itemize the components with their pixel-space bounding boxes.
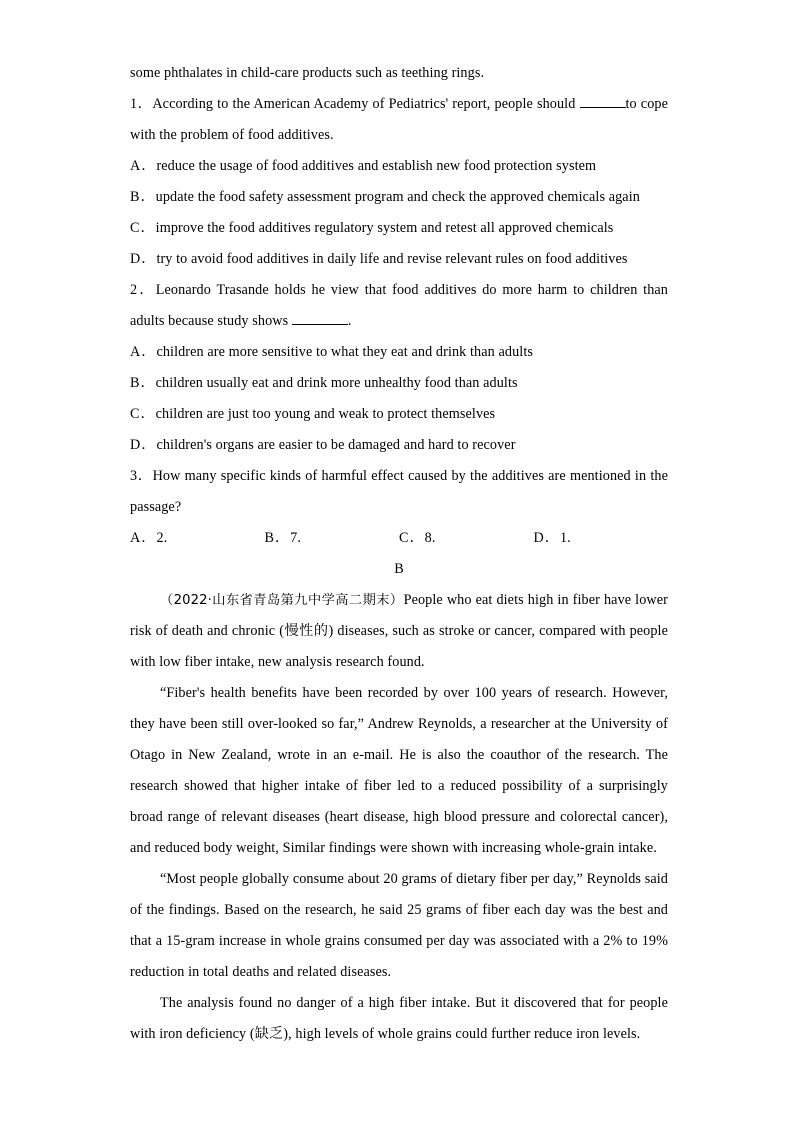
question-2-stem-before-blank: Leonardo Trasande holds he view that food additives do more harm to children than adults because study shows [130, 282, 668, 329]
question-1 [130, 89, 668, 151]
question-3-options-row [130, 523, 668, 554]
question-1-option-b-label: B． [130, 189, 156, 205]
question-2-option-d-label: D． [130, 437, 157, 453]
question-1-stem-after-blank: to cope with the problem of food additives. [130, 96, 668, 143]
question-2-number: 2． [130, 282, 156, 298]
question-2-option-b[interactable] [130, 368, 668, 399]
question-1-option-c-text: improve the food additives regulatory system and retest all approved chemicals [155, 220, 614, 236]
question-1-option-a-text: reduce the usage of food additives and establish new food protection system [156, 158, 597, 174]
question-3-option-c[interactable] [399, 523, 534, 554]
question-2-option-c-label: C． [130, 406, 156, 422]
section-b-paragraph-4: The analysis found no danger of a high fiber intake. But it discovered that for people with iron deficiency (缺乏), high levels of whole grains could further reduce iron levels. [130, 995, 668, 1042]
question-1-option-b[interactable] [130, 182, 668, 213]
question-2-option-c-text: children are just too young and weak to protect themselves [155, 406, 496, 422]
question-1-option-c-label: C． [130, 220, 156, 236]
section-b-paragraph-3: “Most people globally consume about 20 grams of dietary fiber per day,” Reynolds said of the findings. Based on the research, he said 25 grams of fiber each day was the best and that a 15-gram increase in whole grains consumed per day was associated with a 2% to 19% reduction in total deaths and related diseases. [130, 871, 668, 980]
question-1-answer-blank[interactable] [580, 107, 626, 108]
question-2-option-a[interactable] [130, 337, 668, 368]
question-1-option-d[interactable] [130, 244, 668, 275]
question-3-option-b-label: B． [264, 530, 291, 546]
question-2-option-d-text: children's organs are easier to be damaged and hard to recover [156, 437, 516, 453]
section-b-paragraph-2: “Fiber's health benefits have been recorded by over 100 years of research. However, they have been still over-looked so far,” Andrew Reynolds, a researcher at the University of Otago in New Zealand, wrote in an e-mail. He is also the coauthor of the research. The research showed that higher intake of fiber led to a reduced possibility of a surprisingly broad range of relevant diseases (heart disease, high blood pressure and colorectal cancer), and reduced body weight, Similar findings were shown with increasing whole-grain intake. [130, 685, 668, 856]
section-b-heading: B [394, 561, 404, 577]
question-1-option-a[interactable] [130, 151, 668, 182]
question-2-option-c[interactable] [130, 399, 668, 430]
section-b-paragraph-1-text: People who eat diets high in fiber have lower risk of death and chronic (慢性的) diseases, such as stroke or cancer, compared with people with low fiber intake, new analysis research found. [130, 592, 668, 670]
question-1-option-d-label: D． [130, 251, 157, 267]
question-2-option-d[interactable] [130, 430, 668, 461]
question-1-number: 1． [130, 96, 153, 112]
question-1-option-b-text: update the food safety assessment program and check the approved chemicals again [155, 189, 640, 205]
document-content [130, 58, 668, 1050]
question-3-number: 3． [130, 468, 153, 484]
intro-line: some phthalates in child-care products such as teething rings. [130, 65, 485, 81]
question-2-option-a-label: A． [130, 344, 157, 360]
question-3-option-b[interactable] [265, 523, 400, 554]
question-2-answer-blank[interactable] [292, 324, 348, 325]
question-3-option-d-label: D． [533, 530, 560, 546]
question-1-stem-before-blank: According to the American Academy of Pediatrics' report, people should [152, 96, 580, 112]
question-3-option-a[interactable] [130, 523, 265, 554]
question-2-stem-after-blank: . [347, 313, 352, 329]
question-3-stem: How many specific kinds of harmful effect caused by the additives are mentioned in the passage? [130, 468, 668, 515]
question-3 [130, 461, 668, 523]
question-2-option-b-text: children usually eat and drink more unhealthy food than adults [155, 375, 518, 391]
question-2-option-a-text: children are more sensitive to what they eat and drink than adults [156, 344, 533, 360]
question-2-option-b-label: B． [130, 375, 156, 391]
question-3-option-a-text: 2. [156, 530, 168, 546]
question-3-option-b-text: 7. [290, 530, 301, 546]
question-3-option-c-text: 8. [424, 530, 436, 546]
question-3-option-c-label: C． [399, 530, 425, 546]
question-1-option-a-label: A． [130, 158, 157, 174]
section-b-source-tag: （2022·山东省青岛第九中学高二期末） [160, 593, 404, 608]
question-3-option-d-text: 1. [559, 530, 571, 546]
question-1-option-d-text: try to avoid food additives in daily life and revise relevant rules on food additives [156, 251, 628, 267]
section-b-paragraph-1 [130, 585, 668, 678]
question-1-option-c[interactable] [130, 213, 668, 244]
question-3-option-a-label: A． [130, 530, 157, 546]
question-2 [130, 275, 668, 337]
question-3-option-d[interactable] [534, 523, 669, 554]
